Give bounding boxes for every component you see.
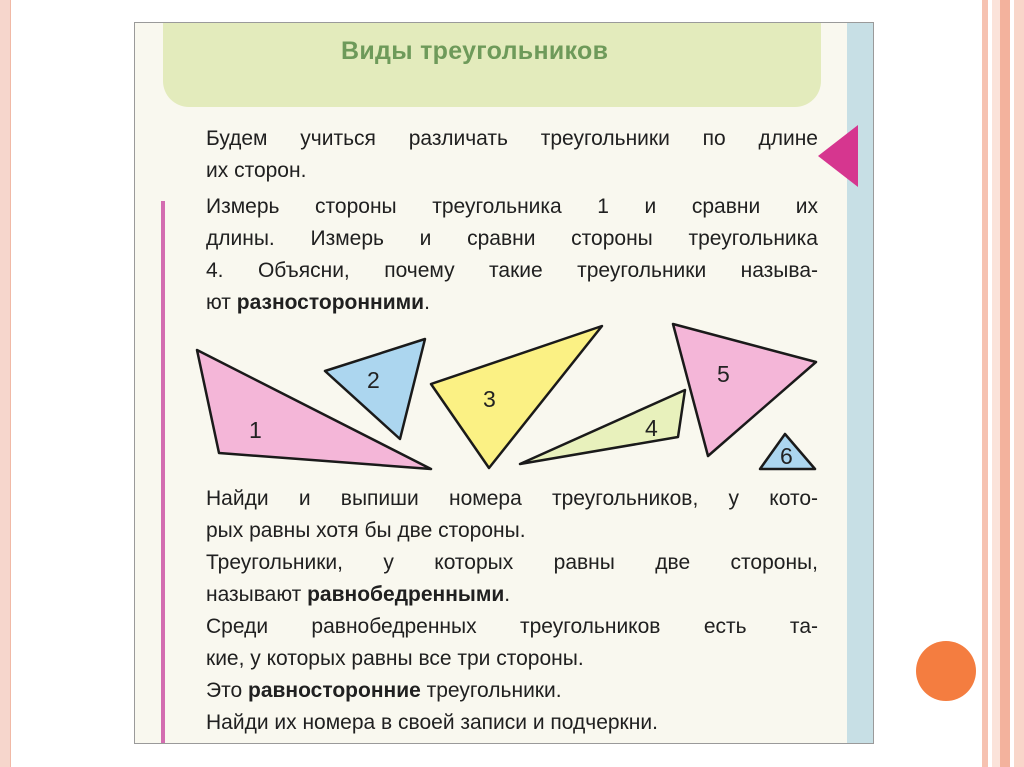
paragraph-equilateral <box>206 675 818 707</box>
orange-circle-decoration <box>916 641 976 701</box>
text-line: рых равны хотя бы две стороны. <box>206 519 526 542</box>
text-fragment: называют <box>206 583 308 606</box>
triangle-label-5: 5 <box>717 361 730 387</box>
text-line: кие, у которых равны все три стороны. <box>206 647 584 670</box>
triangle-label-1: 1 <box>249 417 262 443</box>
paragraph-among <box>206 611 818 675</box>
triangle-label-4: 4 <box>645 415 658 441</box>
text-line: Треугольники, у которых равны две стороны, <box>206 551 818 574</box>
text-line: Будем учиться различать треугольники по длине <box>206 127 818 150</box>
text-fragment: . <box>424 291 430 314</box>
text-line: Найди и выпиши номера треугольников, у кото- <box>206 487 818 510</box>
paragraph-underline <box>206 707 818 739</box>
slide-right-border <box>978 0 1024 767</box>
triangle-label-6: 6 <box>780 443 793 469</box>
text-line: их сторон. <box>206 159 307 182</box>
term-scalene: разносторонними <box>236 291 425 314</box>
triangle-4 <box>520 390 685 464</box>
slide-left-border <box>0 0 11 767</box>
term-isosceles: равнобедренными <box>307 583 505 606</box>
text-line: Среди равнобедренных треугольников есть та- <box>206 615 818 638</box>
text-fragment: Это <box>206 679 248 702</box>
paragraph-isosceles <box>206 547 818 611</box>
text-line <box>206 579 818 611</box>
triangle-6 <box>760 434 815 469</box>
paragraph-find <box>206 483 818 547</box>
textbook-page <box>134 22 874 744</box>
triangle-5 <box>673 324 816 456</box>
text-fragment: ют <box>206 291 237 314</box>
text-line: Найди их номера в своей записи и подчеркни. <box>206 711 658 734</box>
text-line <box>206 675 818 707</box>
triangle-label-2: 2 <box>367 367 380 393</box>
triangle-label-3: 3 <box>483 386 496 412</box>
text-fragment: треугольники. <box>420 679 562 702</box>
term-equilateral: равносторонние <box>248 679 421 702</box>
text-line: длины. Измерь и сравни стороны треугольника <box>206 227 818 250</box>
page-title: Виды треугольников <box>341 37 609 65</box>
text-line: Измерь стороны треугольника 1 и сравни их <box>206 195 818 218</box>
text-line: 4. Объясни, почему такие треугольники называ- <box>206 259 818 282</box>
text-fragment: . <box>504 583 511 606</box>
